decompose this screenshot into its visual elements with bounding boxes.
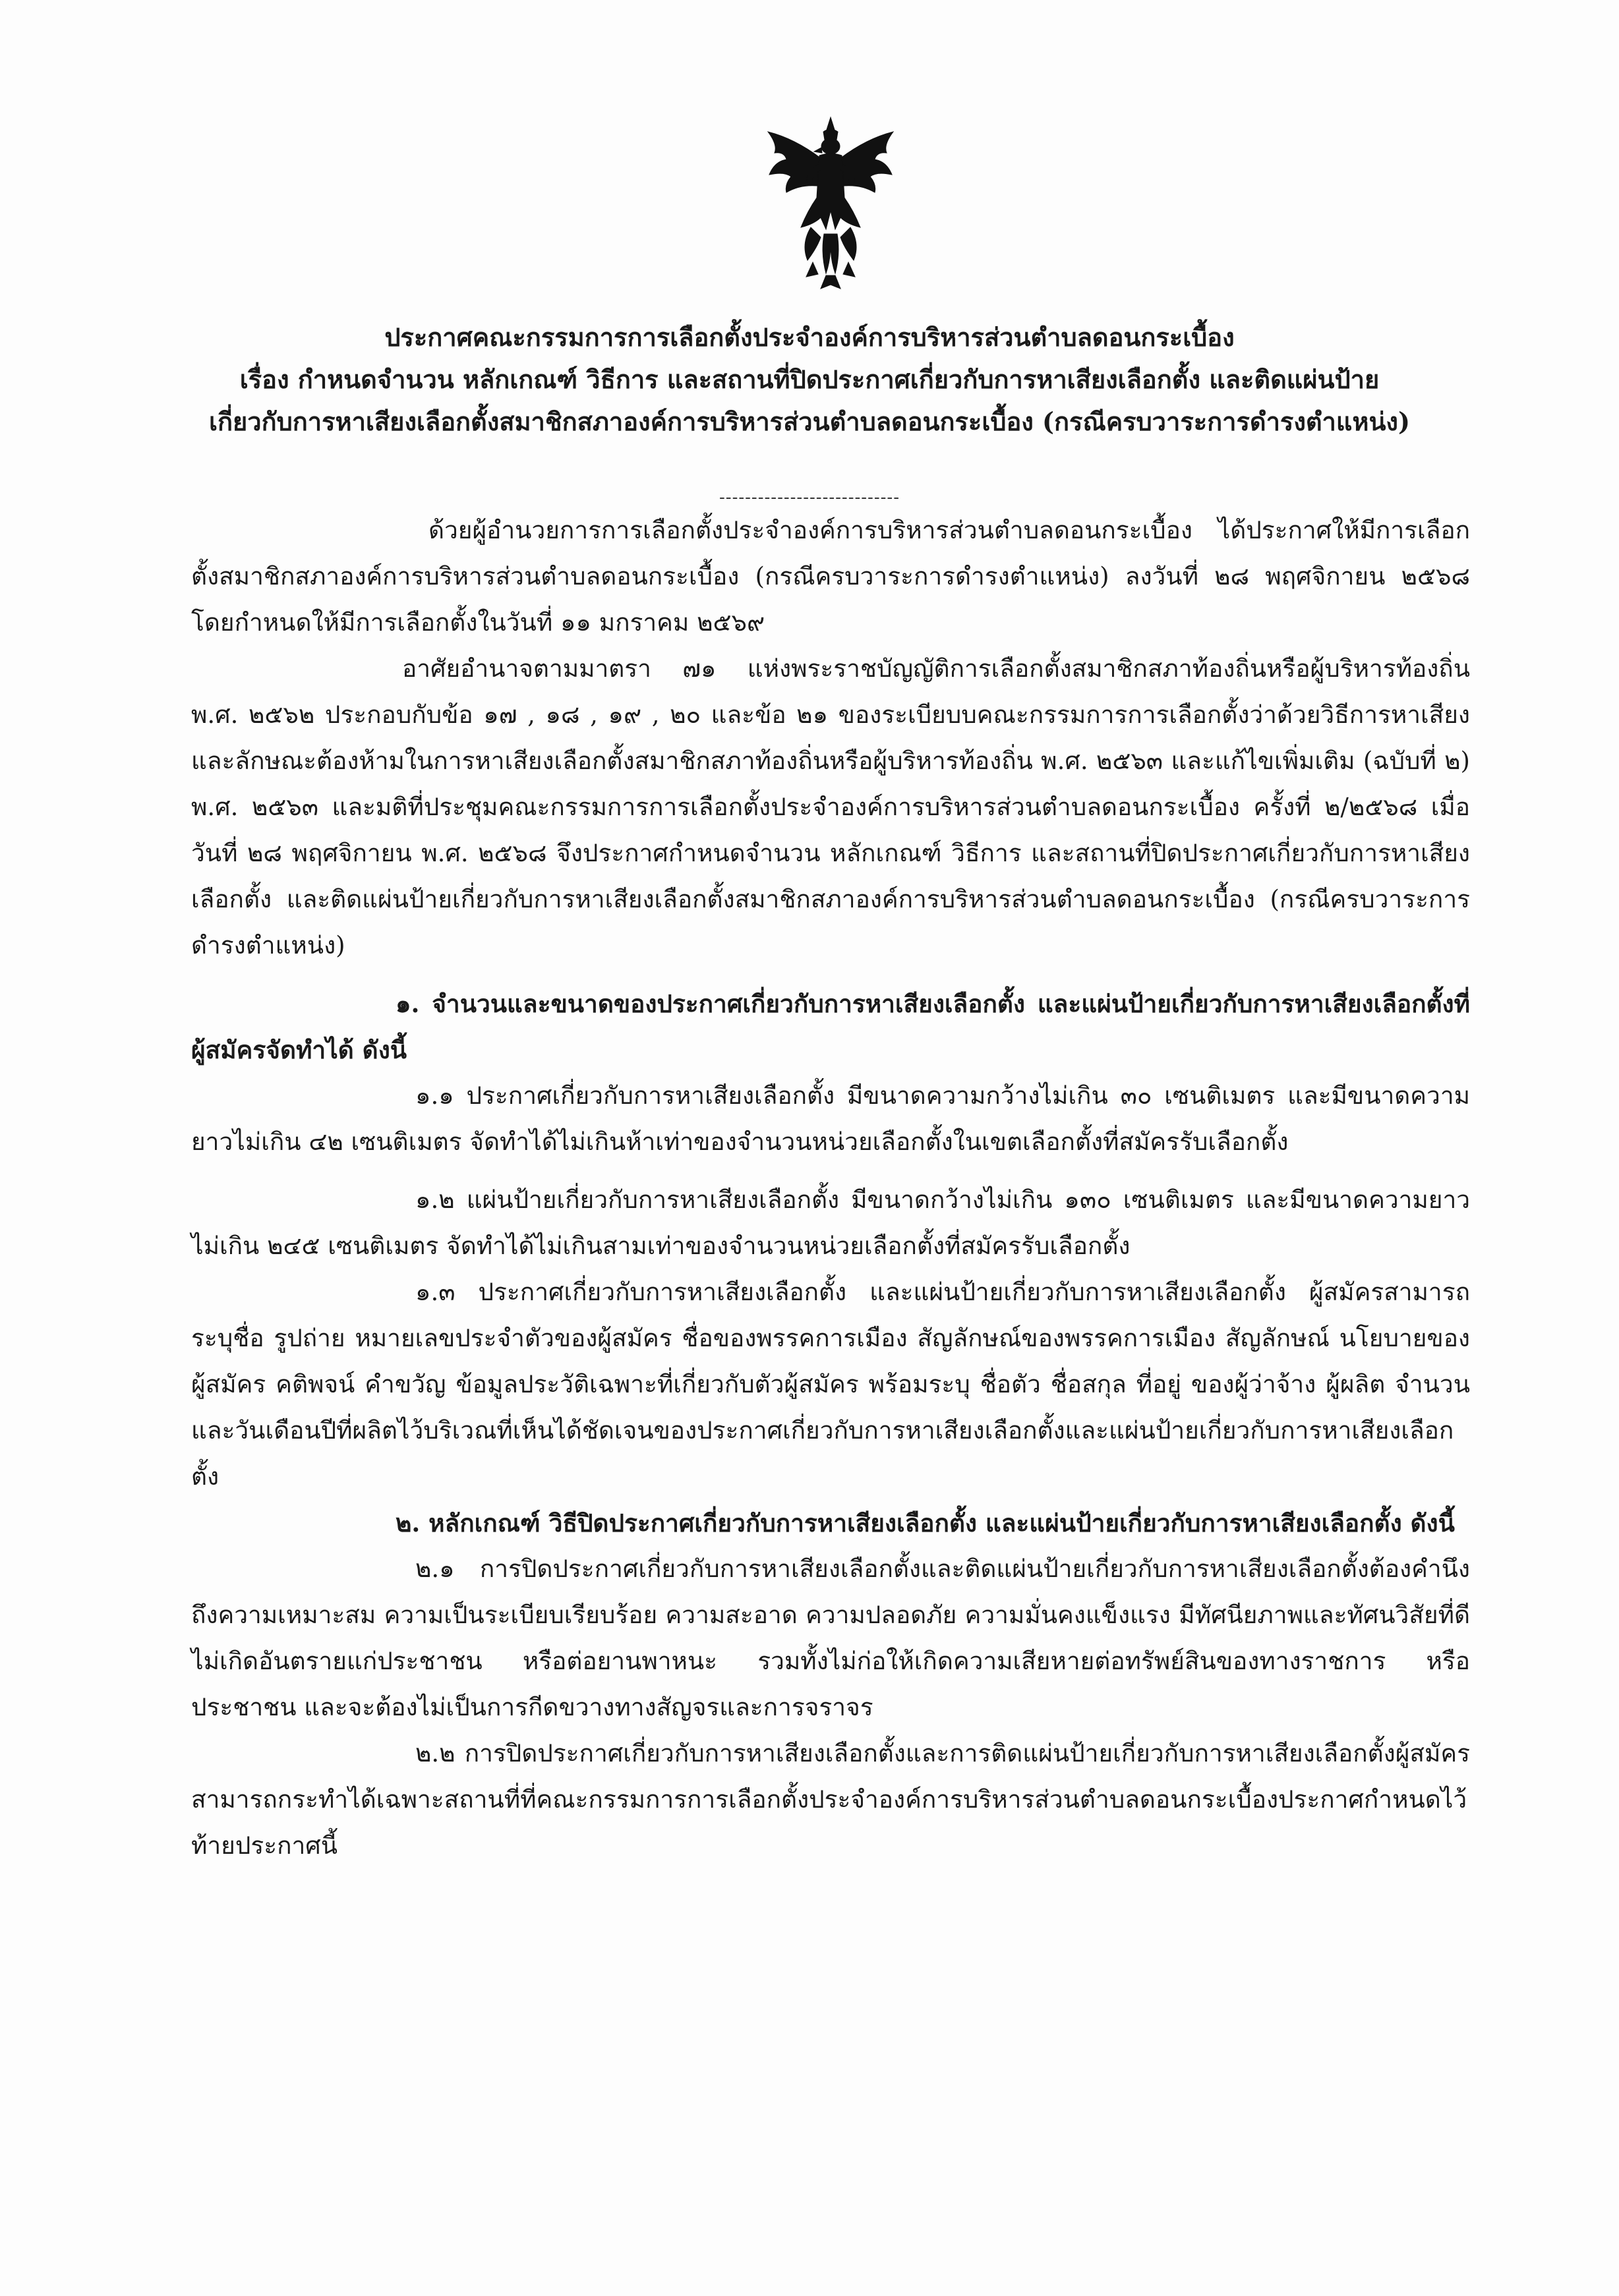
section-heading-1: ๑. จำนวนและขนาดของประกาศเกี่ยวกับการหาเสียงเลือกตั้ง และแผ่นป้ายเกี่ยวกับการหาเสียงเลือกตั้งที่ผู้สมัครจัดทำได้ ดังนี้: [191, 989, 1470, 1064]
title-divider: ----------------------------: [719, 488, 900, 507]
section-item-1-2: ๑.๒ แผ่นป้ายเกี่ยวกับการหาเสียงเลือกตั้ง มีขนาดกว้างไม่เกิน ๑๓๐ เซนติเมตร และมีขนาดความยาวไม่เกิน ๒๔๕ เซนติเมตร จัดทำได้ไม่เกินสามเท่าของจำนวนหน่วยเลือกตั้งที่สมัครรับเลือกตั้ง: [191, 1186, 1470, 1260]
garuda-emblem-icon: [755, 112, 906, 290]
paragraph-authority: อาศัยอำนาจตามมาตรา ๗๑ แห่งพระราชบัญญัติการเลือกตั้งสมาชิกสภาท้องถิ่นหรือผู้บริหารท้องถิ่น พ.ศ. ๒๕๖๒ ประกอบกับข้อ ๑๗ , ๑๘ , ๑๙ , ๒๐ และข้อ ๒๑ ของระเบียบบคณะกรรมการการเลือกตั้งว่าด้วยวิธีการหาเสียงและลักษณะต้องห้ามในการหาเสียงเลือกตั้งสมาชิกสภาท้องถิ่นหรือผู้บริหารท้องถิ่น พ.ศ. ๒๕๖๓ และแก้ไขเพิ่มเติม (ฉบับที่ ๒) พ.ศ. ๒๕๖๓ และมติที่ประชุมคณะกรรมการการเลือกตั้งประจำองค์การบริหารส่วนตำบลดอนกระเบื้อง ครั้งที่ ๒/๒๕๖๘ เมื่อวันที่ ๒๘ พฤศจิกายน พ.ศ. ๒๕๖๘ จึงประกาศกำหนดจำนวน หลักเกณฑ์ วิธีการ และสถานที่ปิดประกาศเกี่ยวกับการหาเสียงเลือกตั้ง และติดแผ่นป้ายเกี่ยวกับการหาเสียงเลือกตั้งสมาชิกสภาองค์การบริหารส่วนตำบลดอนกระเบื้อง (กรณีครบวาระการดำรงตำแหน่ง): [191, 654, 1470, 960]
section-heading-2: ๒. หลักเกณฑ์ วิธีปิดประกาศเกี่ยวกับการหาเสียงเลือกตั้ง และแผ่นป้ายเกี่ยวกับการหาเสียงเลือกตั้ง ดังนี้: [396, 1508, 1455, 1537]
title-line-3: เกี่ยวกับการหาเสียงเลือกตั้งสมาชิกสภาองค์การบริหารส่วนตำบลดอนกระเบื้อง (กรณีครบวาระการดำรงตำแหน่ง): [209, 407, 1410, 436]
title-line-1: ประกาศคณะกรรมการการเลือกตั้งประจำองค์การบริหารส่วนตำบลดอนกระเบื้อง: [384, 322, 1235, 352]
announcement-title: [158, 316, 1461, 443]
announcement-body: [191, 507, 1470, 1869]
section-item-2-1: ๒.๑ การปิดประกาศเกี่ยวกับการหาเสียงเลือกตั้งและติดแผ่นป้ายเกี่ยวกับการหาเสียงเลือกตั้งต้องคำนึงถึงความเหมาะสม ความเป็นระเบียบเรียบร้อย ความสะอาด ความปลอดภัย ความมั่นคงแข็งแรง มีทัศนียภาพและทัศนวิสัยที่ดีไม่เกิดอันตรายแก่ประชาชน หรือต่อยานพาหนะ รวมทั้งไม่ก่อให้เกิดความเสียหายต่อทรัพย์สินของทางราชการ หรือประชาชน และจะต้องไม่เป็นการกีดขวางทางสัญจรและการจราจร: [191, 1555, 1470, 1721]
paragraph-intro: ด้วยผู้อำนวยการการเลือกตั้งประจำองค์การบริหารส่วนตำบลดอนกระเบื้อง ได้ประกาศให้มีการเลือกตั้งสมาชิกสภาองค์การบริหารส่วนตำบลดอนกระเบื้อง (กรณีครบวาระการดำรงตำแหน่ง) ลงวันที่ ๒๘ พฤศจิกายน ๒๕๖๘ โดยกำหนดให้มีการเลือกตั้งในวันที่ ๑๑ มกราคม ๒๕๖๙: [191, 516, 1470, 637]
section-item-2-2: ๒.๒ การปิดประกาศเกี่ยวกับการหาเสียงเลือกตั้งและการติดแผ่นป้ายเกี่ยวกับการหาเสียงเลือกตั้งผู้สมัครสามารถกระทำได้เฉพาะสถานที่ที่คณะกรรมการการเลือกตั้งประจำองค์การบริหารส่วนตำบลดอนกระเบื้องประกาศกำหนดไว้ท้ายประกาศนี้: [191, 1739, 1470, 1860]
section-item-1-3: ๑.๓ ประกาศเกี่ยวกับการหาเสียงเลือกตั้ง และแผ่นป้ายเกี่ยวกับการหาเสียงเลือกตั้ง ผู้สมัครสามารถ ระบุชื่อ รูปถ่าย หมายเลขประจำตัวของผู้สมัคร ชื่อของพรรคการเมือง สัญลักษณ์ของพรรคการเมือง สัญลักษณ์ นโยบายของผู้สมัคร คติพจน์ คำขวัญ ข้อมูลประวัติเฉพาะที่เกี่ยวกับตัวผู้สมัคร พร้อมระบุ ชื่อตัว ชื่อสกุล ที่อยู่ ของผู้ว่าจ้าง ผู้ผลิต จำนวน และวันเดือนปีที่ผลิตไว้บริเวณที่เห็นได้ชัดเจนของประกาศเกี่ยวกับการหาเสียงเลือกตั้งและแผ่นป้ายเกี่ยวกับการหาเสียงเลือกตั้ง: [191, 1278, 1470, 1491]
section-item-1-1: ๑.๑ ประกาศเกี่ยวกับการหาเสียงเลือกตั้ง มีขนาดความกว้างไม่เกิน ๓๐ เซนติเมตร และมีขนาดความยาวไม่เกิน ๔๒ เซนติเมตร จัดทำได้ไม่เกินห้าเท่าของจำนวนหน่วยเลือกตั้งในเขตเลือกตั้งที่สมัครรับเลือกตั้ง: [191, 1081, 1470, 1156]
title-line-2: เรื่อง กำหนดจำนวน หลักเกณฑ์ วิธีการ และสถานที่ปิดประกาศเกี่ยวกับการหาเสียงเลือกตั้ง และติดแผ่นป้าย: [239, 364, 1380, 394]
